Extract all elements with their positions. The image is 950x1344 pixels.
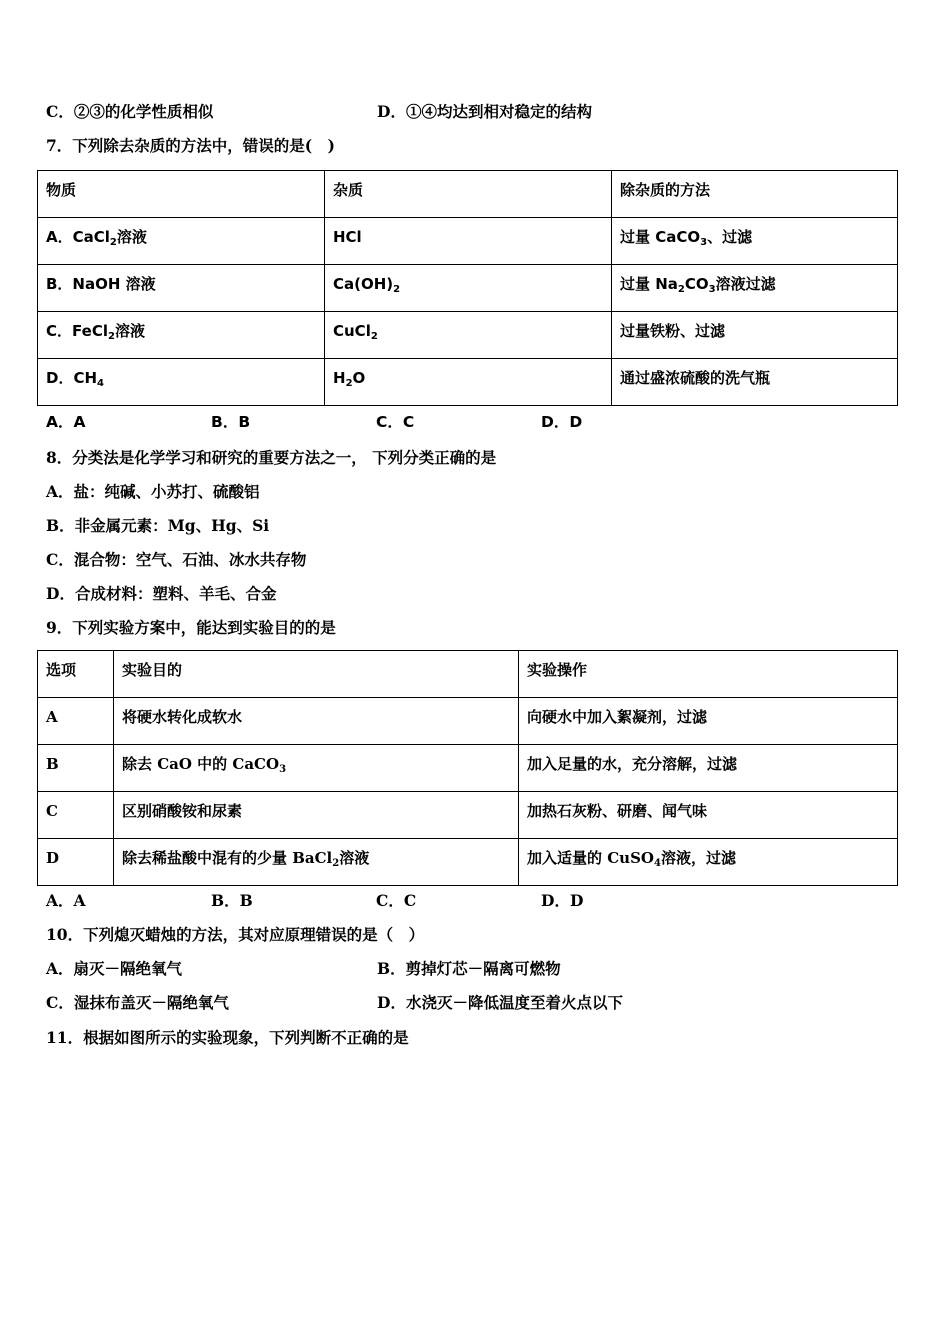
q8-option-a: A．盐：纯碱、小苏打、硫酸铝 <box>46 482 260 501</box>
table-cell: 过量铁粉、过滤 <box>612 312 898 359</box>
table-cell: $Ca(OH)_2$ <box>325 265 612 312</box>
table-row <box>38 312 898 359</box>
table-cell: D．$CH_4$ <box>38 359 325 406</box>
q9-option-d: D．D <box>541 891 584 910</box>
table-row <box>38 698 898 745</box>
q9-table <box>37 650 898 886</box>
table-cell: B <box>38 745 114 792</box>
table-cell: $H_2O$ <box>325 359 612 406</box>
table-cell: 通过盛浓硫酸的洗气瓶 <box>612 359 898 406</box>
q10-option-c: C．湿抹布盖灭－隔绝氧气 <box>46 993 229 1012</box>
table-header-cell: 杂质 <box>325 171 612 218</box>
q9-option-b: B．B <box>211 891 253 910</box>
table-cell: B．NaOH 溶液 <box>38 265 325 312</box>
table-header-cell: 实验操作 <box>519 651 898 698</box>
table-cell: 除去稀盐酸中混有的少量 BaCl$_2$溶液 <box>114 839 519 886</box>
table-cell: D <box>38 839 114 886</box>
table-header-cell: 物质 <box>38 171 325 218</box>
table-cell: HCl <box>325 218 612 265</box>
q8-stem: 8．分类法是化学学习和研究的重要方法之一， 下列分类正确的是 <box>46 448 497 467</box>
table-header-row <box>38 651 898 698</box>
table-row <box>38 792 898 839</box>
table-header-cell: 选项 <box>38 651 114 698</box>
q8-option-b: B．非金属元素：Mg、Hg、Si <box>46 516 270 535</box>
table-row <box>38 745 898 792</box>
q10-option-b: B．剪掉灯芯－隔离可燃物 <box>377 959 561 978</box>
table-row <box>38 359 898 406</box>
table-header-cell: 除杂质的方法 <box>612 171 898 218</box>
table-cell: 过量 $Na_2CO_3$溶液过滤 <box>612 265 898 312</box>
table-cell: C．FeCl$_2$溶液 <box>38 312 325 359</box>
q7-table <box>37 170 898 406</box>
q8-option-d: D．合成材料：塑料、羊毛、合金 <box>46 584 277 603</box>
table-header-row <box>38 171 898 218</box>
q7-option-b: B．B <box>211 413 251 431</box>
table-cell: C <box>38 792 114 839</box>
q6-option-d: D．①④均达到相对稳定的结构 <box>377 102 592 121</box>
table-cell: 除去 CaO 中的 CaCO$_3$ <box>114 745 519 792</box>
q9-option-c: C．C <box>376 891 417 910</box>
table-cell: 加入适量的 CuSO$_4$溶液，过滤 <box>519 839 898 886</box>
q6-option-c: C．②③的化学性质相似 <box>46 102 214 121</box>
table-cell: A．CaCl$_2$溶液 <box>38 218 325 265</box>
q9-stem: 9．下列实验方案中，能达到实验目的的是 <box>46 618 336 637</box>
q7-option-a: A．A <box>46 413 86 431</box>
table-row <box>38 839 898 886</box>
q7-option-d: D．D <box>541 413 583 431</box>
q10-stem: 10．下列熄灭蜡烛的方法，其对应原理错误的是（ ） <box>46 925 425 944</box>
table-cell: CuCl$_2$ <box>325 312 612 359</box>
table-header-cell: 实验目的 <box>114 651 519 698</box>
table-cell: 将硬水转化成软水 <box>114 698 519 745</box>
q9-options <box>46 891 706 911</box>
q10-option-a: A．扇灭－隔绝氧气 <box>46 959 183 978</box>
q10-option-d: D．水浇灭－降低温度至着火点以下 <box>377 993 623 1012</box>
table-cell: 加热石灰粉、研磨、闻气味 <box>519 792 898 839</box>
table-cell: 区别硝酸铵和尿素 <box>114 792 519 839</box>
table-cell: 过量 CaCO$_3$、过滤 <box>612 218 898 265</box>
q9-option-a: A．A <box>46 891 86 910</box>
table-row <box>38 265 898 312</box>
table-cell: A <box>38 698 114 745</box>
q7-option-c: C．C <box>376 413 415 431</box>
q8-option-c: C．混合物：空气、石油、冰水共存物 <box>46 550 307 569</box>
table-row <box>38 218 898 265</box>
q7-stem: 7．下列除去杂质的方法中，错误的是( ) <box>46 136 335 155</box>
q11-stem: 11．根据如图所示的实验现象，下列判断不正确的是 <box>46 1028 409 1047</box>
q7-options <box>46 412 706 432</box>
table-cell: 向硬水中加入絮凝剂，过滤 <box>519 698 898 745</box>
table-cell: 加入足量的水，充分溶解，过滤 <box>519 745 898 792</box>
